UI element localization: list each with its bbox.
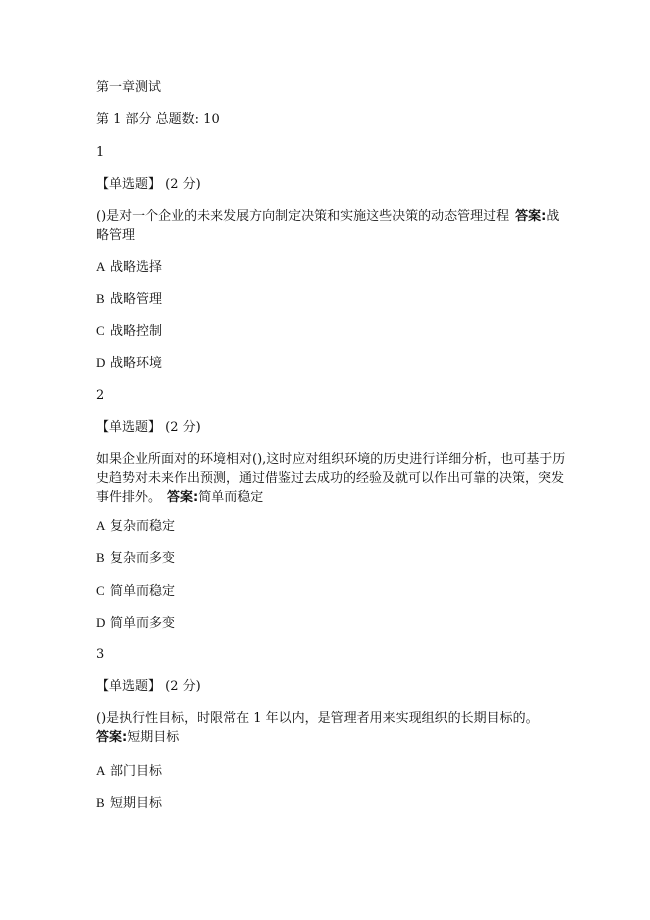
option-letter: D bbox=[96, 355, 106, 370]
option-item bbox=[96, 518, 175, 535]
option-item bbox=[96, 323, 162, 340]
option-letter: A bbox=[96, 518, 106, 533]
option-item bbox=[96, 615, 175, 632]
option-text: 战略选择 bbox=[110, 260, 163, 275]
question-stem bbox=[96, 709, 566, 747]
question-text: ()是执行性目标，时限常在 1 年以内，是管理者用来实现组织的长期目标的。 bbox=[96, 711, 539, 726]
question-number: 2 bbox=[96, 388, 105, 403]
option-text: 战略管理 bbox=[110, 292, 163, 307]
option-letter: B bbox=[96, 795, 105, 810]
option-letter: B bbox=[96, 291, 105, 306]
chapter-title: 第一章测试 bbox=[96, 80, 162, 95]
option-letter: D bbox=[96, 615, 106, 630]
option-text: 复杂而稳定 bbox=[110, 519, 176, 534]
question-stem bbox=[96, 450, 566, 507]
answer-label: 答案: bbox=[96, 730, 128, 745]
option-letter: C bbox=[96, 583, 105, 598]
question-type: 【单选题】 (2 分) bbox=[96, 679, 201, 694]
option-text: 短期目标 bbox=[110, 796, 163, 811]
question-text: 如果企业所面对的环境相对(),这时应对组织环境的历史进行详细分析，也可基于历史趋势对未来作出预测，通过借鉴过去成功的经验及就可以作出可靠的决策，突发事件排外。 bbox=[96, 452, 566, 505]
question-number: 1 bbox=[96, 145, 105, 160]
question-number: 3 bbox=[96, 647, 105, 662]
question-stem bbox=[96, 207, 566, 245]
option-text: 简单而多变 bbox=[110, 616, 176, 631]
question-text: ()是对一个企业的未来发展方向制定决策和实施这些决策的动态管理过程 bbox=[96, 209, 510, 224]
option-item bbox=[96, 550, 175, 567]
option-item bbox=[96, 355, 162, 372]
answer-text: 短期目标 bbox=[127, 730, 180, 745]
part-info: 第 1 部分 总题数: 10 bbox=[96, 112, 220, 127]
option-text: 战略环境 bbox=[110, 356, 163, 371]
option-text: 简单而稳定 bbox=[110, 584, 176, 599]
question-type: 【单选题】 (2 分) bbox=[96, 420, 201, 435]
answer-text: 简单而稳定 bbox=[198, 490, 264, 505]
option-text: 战略控制 bbox=[110, 324, 163, 339]
answer-label: 答案: bbox=[167, 490, 199, 505]
question-type: 【单选题】 (2 分) bbox=[96, 177, 201, 192]
option-text: 部门目标 bbox=[110, 764, 163, 779]
option-item bbox=[96, 583, 175, 600]
option-item bbox=[96, 259, 162, 276]
option-letter: B bbox=[96, 550, 105, 565]
option-letter: A bbox=[96, 259, 106, 274]
answer-label: 答案: bbox=[515, 209, 547, 224]
option-item bbox=[96, 795, 162, 812]
option-letter: A bbox=[96, 763, 106, 778]
option-text: 复杂而多变 bbox=[110, 551, 176, 566]
option-item bbox=[96, 291, 162, 308]
answer-text: 战略管理 bbox=[96, 209, 560, 243]
option-item bbox=[96, 763, 162, 780]
option-letter: C bbox=[96, 323, 105, 338]
